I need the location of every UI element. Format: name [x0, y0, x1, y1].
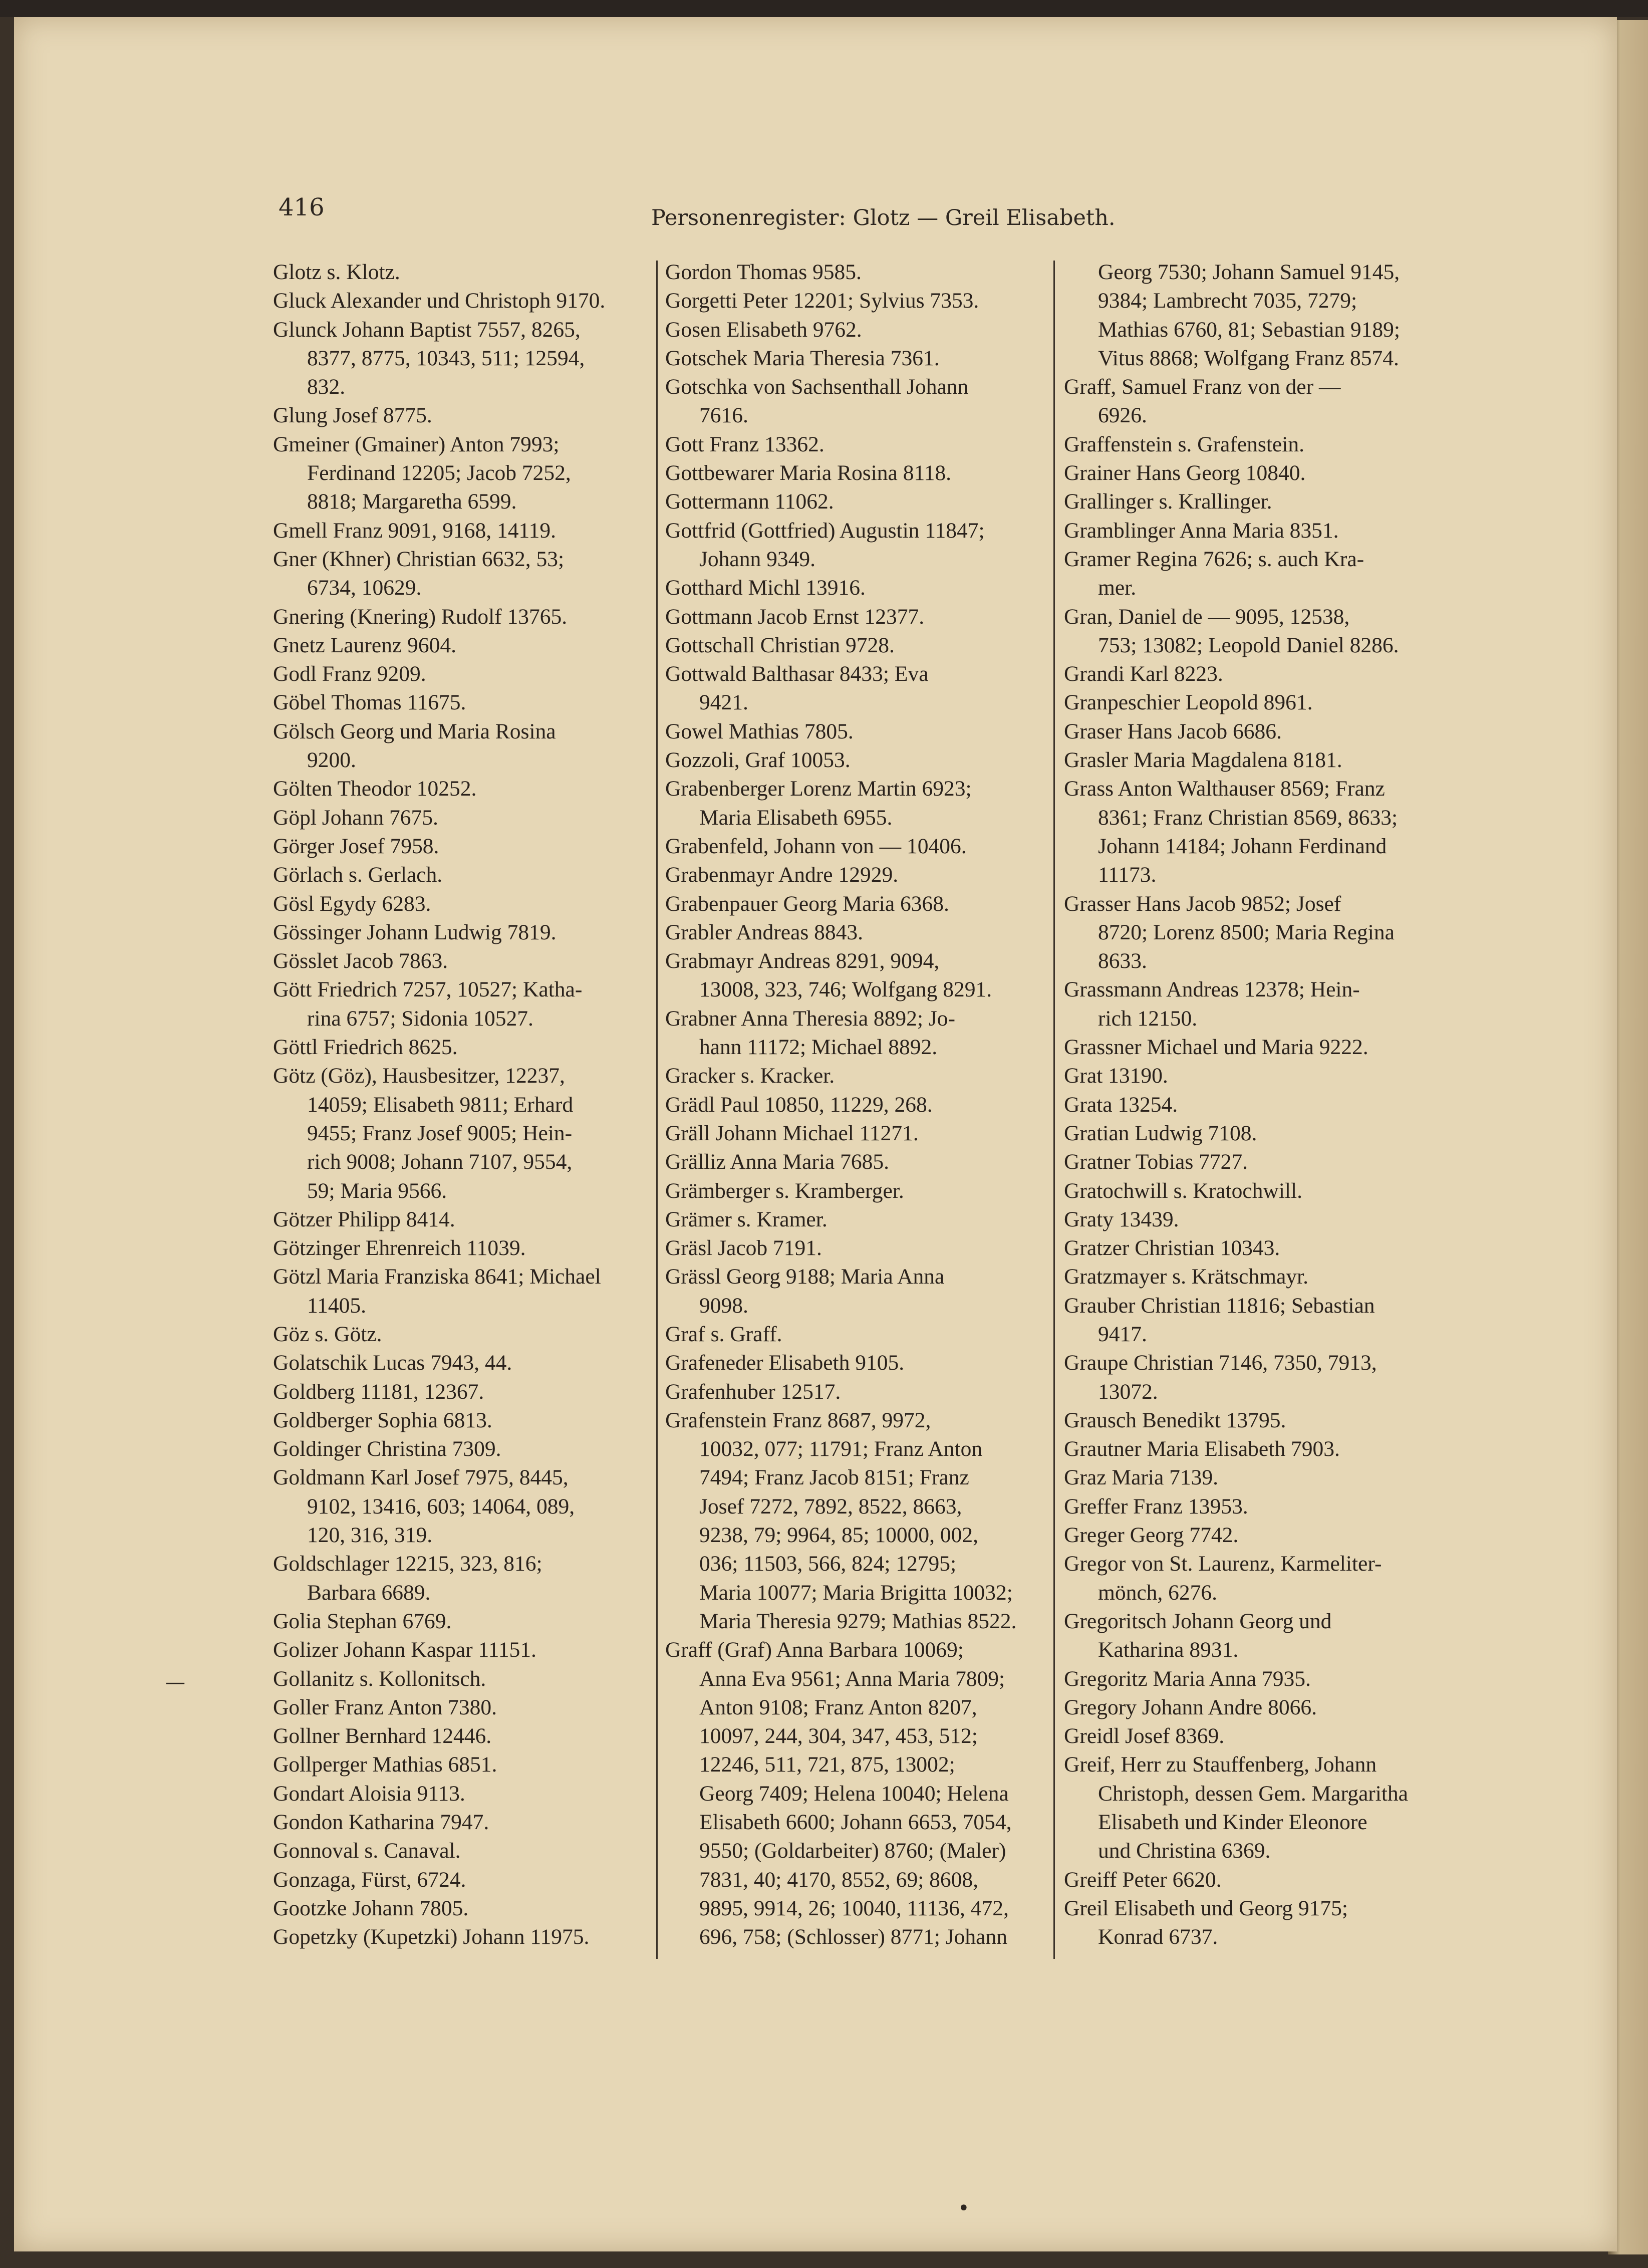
index-entry: Greger Georg 7742. — [1064, 1523, 1239, 1548]
index-entry: Grandi Karl 8223. — [1064, 662, 1223, 686]
index-entry: Gratian Ludwig 7108. — [1064, 1121, 1257, 1145]
index-entry: Grämer s. Kramer. — [665, 1207, 828, 1231]
index-entry: Goldberg 11181, 12367. — [273, 1379, 484, 1404]
index-entry: Glotz s. Klotz. — [273, 260, 400, 284]
index-entry: Grabenberger Lorenz Martin 6923; — [665, 777, 972, 801]
index-entry: Gondart Aloisia 9113. — [273, 1781, 465, 1806]
column-rule-1 — [656, 261, 658, 1959]
index-entry-continuation: 7831, 40; 4170, 8552, 69; 8608, — [699, 1867, 979, 1892]
index-entry-continuation: 12246, 511, 721, 875, 13002; — [699, 1752, 955, 1777]
index-entry: Göttl Friedrich 8625. — [273, 1035, 458, 1060]
index-entry: Grabler Andreas 8843. — [665, 920, 864, 944]
index-entry-continuation: 11173. — [1098, 863, 1157, 887]
index-entry-continuation: 9421. — [699, 690, 748, 715]
index-entry: Grämberger s. Kramberger. — [665, 1178, 904, 1203]
index-entry-continuation: 10032, 077; 11791; Franz Anton — [699, 1437, 983, 1461]
index-entry-continuation: Mathias 6760, 81; Sebastian 9189; — [1098, 317, 1400, 342]
index-entry-continuation: 036; 11503, 566, 824; 12795; — [699, 1552, 957, 1576]
index-entry-continuation: rich 9008; Johann 7107, 9554, — [307, 1150, 573, 1174]
index-entry-continuation: Barbara 6689. — [307, 1580, 431, 1605]
index-entry: Grauber Christian 11816; Sebastian — [1064, 1293, 1375, 1318]
index-entry: Graz Maria 7139. — [1064, 1465, 1219, 1490]
index-entry: Grat 13190. — [1064, 1064, 1168, 1088]
index-entry-continuation: Maria 10077; Maria Brigitta 10032; — [699, 1580, 1013, 1605]
index-entry: Gottschall Christian 9728. — [665, 633, 895, 657]
index-entry-continuation: Elisabeth und Kinder Eleonore — [1098, 1810, 1367, 1835]
index-entry: Grasser Hans Jacob 9852; Josef — [1064, 891, 1341, 916]
index-entry: Görger Josef 7958. — [273, 834, 439, 858]
index-entry: Graupe Christian 7146, 7350, 7913, — [1064, 1351, 1377, 1375]
index-entry: Gössinger Johann Ludwig 7819. — [273, 920, 557, 944]
index-entry-continuation: 753; 13082; Leopold Daniel 8286. — [1098, 633, 1399, 657]
index-entry-continuation: Ferdinand 12205; Jacob 7252, — [307, 461, 571, 485]
index-entry: Grafeneder Elisabeth 9105. — [665, 1351, 905, 1375]
index-entry: Gottmann Jacob Ernst 12377. — [665, 604, 925, 629]
index-entry: Goldschlager 12215, 323, 816; — [273, 1552, 542, 1576]
index-entry-continuation: Johann 14184; Johann Ferdinand — [1098, 834, 1387, 858]
index-entry: Grautner Maria Elisabeth 7903. — [1064, 1437, 1340, 1461]
index-entry: Gowel Mathias 7805. — [665, 719, 854, 743]
index-entry-continuation: Georg 7530; Johann Samuel 9145, — [1098, 260, 1400, 284]
running-head: Personenregister: Glotz — Greil Elisabeth. — [651, 205, 1116, 230]
index-entry: Gratochwill s. Kratochwill. — [1064, 1178, 1302, 1203]
index-entry: Grausch Benedikt 13795. — [1064, 1408, 1286, 1432]
index-entry-continuation: und Christina 6369. — [1098, 1839, 1271, 1863]
index-entry: Grädl Paul 10850, 11229, 268. — [665, 1092, 933, 1117]
page-number: 416 — [279, 193, 325, 221]
index-entry: Grabenfeld, Johann von — 10406. — [665, 834, 967, 858]
index-entry-continuation: Katharina 8931. — [1098, 1638, 1239, 1662]
index-entry: Gordon Thomas 9585. — [665, 260, 862, 284]
index-entry: Golizer Johann Kaspar 11151. — [273, 1638, 536, 1662]
index-entry: Godl Franz 9209. — [273, 662, 426, 686]
index-entry: Grata 13254. — [1064, 1092, 1178, 1117]
index-entry-continuation: Maria Theresia 9279; Mathias 8522. — [699, 1609, 1017, 1633]
index-entry-continuation: 696, 758; (Schlosser) 8771; Johann — [699, 1925, 1007, 1949]
footer-dot: • — [958, 2197, 970, 2220]
index-entry-continuation: 6734, 10629. — [307, 576, 422, 600]
index-entry-continuation: Vitus 8868; Wolfgang Franz 8574. — [1098, 346, 1399, 370]
index-entry-continuation: 8361; Franz Christian 8569, 8633; — [1098, 805, 1398, 830]
column-rule-2 — [1053, 261, 1055, 1959]
index-entry: Gmeiner (Gmainer) Anton 7993; — [273, 432, 560, 456]
index-entry: Gregoritsch Johann Georg und — [1064, 1609, 1332, 1633]
index-entry: Grasler Maria Magdalena 8181. — [1064, 748, 1342, 773]
index-entry: Granpeschier Leopold 8961. — [1064, 690, 1313, 715]
index-entry-continuation: 9455; Franz Josef 9005; Hein- — [307, 1121, 573, 1145]
index-entry-continuation: Johann 9349. — [699, 547, 815, 571]
index-entry: Graff, Samuel Franz von der — — [1064, 375, 1341, 399]
index-entry-continuation: Christoph, dessen Gem. Margaritha — [1098, 1781, 1408, 1806]
index-entry-continuation: 9098. — [699, 1293, 748, 1318]
index-entry: Gramer Regina 7626; s. auch Kra- — [1064, 547, 1364, 571]
index-entry: Grabenpauer Georg Maria 6368. — [665, 891, 949, 916]
index-entry: Gräll Johann Michael 11271. — [665, 1121, 919, 1145]
index-entry: Gösslet Jacob 7863. — [273, 949, 448, 973]
index-entry: Goldberger Sophia 6813. — [273, 1408, 492, 1432]
index-entry: Goldinger Christina 7309. — [273, 1437, 501, 1461]
index-entry-continuation: 832. — [307, 375, 346, 399]
index-entry-continuation: 6926. — [1098, 403, 1147, 428]
index-entry: Grabmayr Andreas 8291, 9094, — [665, 949, 940, 973]
index-entry-continuation: rich 12150. — [1098, 1006, 1198, 1031]
index-entry: Glunck Johann Baptist 7557, 8265, — [273, 317, 581, 342]
index-entry: Graf s. Graff. — [665, 1322, 782, 1346]
index-entry-continuation: mönch, 6276. — [1098, 1580, 1218, 1605]
index-entry: Grälliz Anna Maria 7685. — [665, 1150, 889, 1174]
index-entry-continuation: 8818; Margaretha 6599. — [307, 489, 517, 514]
index-entry: Graser Hans Jacob 6686. — [1064, 719, 1282, 743]
index-entry: Gootzke Johann 7805. — [273, 1896, 469, 1920]
index-entry: Gregory Johann Andre 8066. — [1064, 1695, 1317, 1719]
index-entry-continuation: Anton 9108; Franz Anton 8207, — [699, 1695, 977, 1719]
index-entry: Götzer Philipp 8414. — [273, 1207, 455, 1231]
index-entry: Gratzer Christian 10343. — [1064, 1236, 1280, 1261]
index-entry: Grassmann Andreas 12378; Hein- — [1064, 977, 1360, 1002]
index-entry-continuation: 13008, 323, 746; Wolfgang 8291. — [699, 977, 992, 1002]
index-entry: Gollner Bernhard 12446. — [273, 1724, 492, 1748]
index-entry: Greif, Herr zu Stauffenberg, Johann — [1064, 1752, 1377, 1777]
margin-mark: — — [165, 1671, 185, 1694]
index-column-3 — [1064, 258, 1432, 1952]
index-entry: Göpl Johann 7675. — [273, 805, 438, 830]
index-entry: Gotschek Maria Theresia 7361. — [665, 346, 940, 370]
index-entry: Götz (Göz), Hausbesitzer, 12237, — [273, 1064, 565, 1088]
index-entry-continuation: 9417. — [1098, 1322, 1147, 1346]
index-entry: Görlach s. Gerlach. — [273, 863, 443, 887]
index-entry: Gner (Khner) Christian 6632, 53; — [273, 547, 565, 571]
index-entry: Gottwald Balthasar 8433; Eva — [665, 662, 929, 686]
index-entry: Grafenstein Franz 8687, 9972, — [665, 1408, 931, 1432]
index-entry-continuation: 11405. — [307, 1293, 367, 1318]
index-entry: Gölsch Georg und Maria Rosina — [273, 719, 556, 743]
index-entry: Grabner Anna Theresia 8892; Jo- — [665, 1006, 956, 1031]
index-entry-continuation: 8377, 8775, 10343, 511; 12594, — [307, 346, 585, 370]
index-entry-continuation: 9200. — [307, 748, 356, 773]
index-entry: Grabenmayr Andre 12929. — [665, 863, 899, 887]
index-entry-continuation: Georg 7409; Helena 10040; Helena — [699, 1781, 1009, 1806]
index-entry: Gluck Alexander und Christoph 9170. — [273, 289, 606, 313]
index-entry: Gosen Elisabeth 9762. — [665, 317, 862, 342]
index-entry-continuation: 9384; Lambrecht 7035, 7279; — [1098, 289, 1357, 313]
index-entry: Gramblinger Anna Maria 8351. — [1064, 518, 1339, 543]
index-entry-continuation: 7494; Franz Jacob 8151; Franz — [699, 1465, 969, 1490]
index-entry: Greidl Josef 8369. — [1064, 1724, 1225, 1748]
index-entry: Golatschik Lucas 7943, 44. — [273, 1351, 512, 1375]
index-entry: Grafenhuber 12517. — [665, 1379, 841, 1404]
index-entry: Gonzaga, Fürst, 6724. — [273, 1867, 466, 1892]
index-entry: Grassner Michael und Maria 9222. — [1064, 1035, 1368, 1060]
index-entry: Gott Franz 13362. — [665, 432, 825, 456]
index-entry: Gratner Tobias 7727. — [1064, 1150, 1248, 1174]
index-entry-continuation: Elisabeth 6600; Johann 6653, 7054, — [699, 1810, 1012, 1835]
index-entry: Goller Franz Anton 7380. — [273, 1695, 497, 1719]
index-entry-continuation: 10097, 244, 304, 347, 453, 512; — [699, 1724, 978, 1748]
index-entry: Gotthard Michl 13916. — [665, 576, 866, 600]
index-entry: Grainer Hans Georg 10840. — [1064, 461, 1306, 485]
index-entry-continuation: 9550; (Goldarbeiter) 8760; (Maler) — [699, 1839, 1006, 1863]
index-entry-continuation: 7616. — [699, 403, 748, 428]
index-entry: Greffer Franz 13953. — [1064, 1494, 1248, 1519]
index-entry: Graty 13439. — [1064, 1207, 1179, 1231]
index-entry: Gottbewarer Maria Rosina 8118. — [665, 461, 951, 485]
index-entry: Greil Elisabeth und Georg 9175; — [1064, 1896, 1348, 1920]
index-column-1 — [273, 258, 641, 1952]
index-entry: Gondon Katharina 7947. — [273, 1810, 489, 1835]
index-entry-continuation: 9102, 13416, 603; 14064, 089, — [307, 1494, 575, 1519]
index-entry: Gnetz Laurenz 9604. — [273, 633, 456, 657]
index-entry-continuation: Josef 7272, 7892, 8522, 8663, — [699, 1494, 962, 1519]
index-entry-continuation: hann 11172; Michael 8892. — [699, 1035, 938, 1060]
index-entry: Gmell Franz 9091, 9168, 14119. — [273, 518, 557, 543]
index-entry: Grallinger s. Krallinger. — [1064, 489, 1272, 514]
index-entry: Graffenstein s. Grafenstein. — [1064, 432, 1304, 456]
index-entry: Gött Friedrich 7257, 10527; Katha- — [273, 977, 583, 1002]
index-entry-continuation: Konrad 6737. — [1098, 1925, 1218, 1949]
index-entry: Golia Stephan 6769. — [273, 1609, 452, 1633]
index-entry: Gorgetti Peter 12201; Sylvius 7353. — [665, 289, 979, 313]
index-entry: Gran, Daniel de — 9095, 12538, — [1064, 604, 1350, 629]
index-entry: Götzl Maria Franziska 8641; Michael — [273, 1265, 601, 1289]
index-entry: Gollperger Mathias 6851. — [273, 1752, 497, 1777]
index-entry-continuation: 8633. — [1098, 949, 1147, 973]
index-entry-continuation: Anna Eva 9561; Anna Maria 7809; — [699, 1666, 1005, 1691]
index-entry: Gollanitz s. Kollonitsch. — [273, 1666, 486, 1691]
index-entry: Gopetzky (Kupetzki) Johann 11975. — [273, 1925, 590, 1949]
index-entry: Gräsl Jacob 7191. — [665, 1236, 822, 1261]
index-entry-continuation: rina 6757; Sidonia 10527. — [307, 1006, 533, 1031]
index-entry: Gonnoval s. Canaval. — [273, 1839, 461, 1863]
index-entry: Gracker s. Kracker. — [665, 1064, 835, 1088]
index-entry: Göbel Thomas 11675. — [273, 690, 466, 715]
index-entry: Göz s. Götz. — [273, 1322, 382, 1346]
index-entry: Graff (Graf) Anna Barbara 10069; — [665, 1638, 964, 1662]
index-entry-continuation: 59; Maria 9566. — [307, 1178, 447, 1203]
index-entry: Gregoritz Maria Anna 7935. — [1064, 1666, 1311, 1691]
index-entry: Gotschka von Sachsenthall Johann — [665, 375, 969, 399]
index-entry-continuation: 14059; Elisabeth 9811; Erhard — [307, 1092, 574, 1117]
index-entry: Gregor von St. Laurenz, Karmeliter- — [1064, 1552, 1382, 1576]
index-entry: Gottfrid (Gottfried) Augustin 11847; — [665, 518, 985, 543]
index-entry: Gottermann 11062. — [665, 489, 834, 514]
index-entry: Gnering (Knering) Rudolf 13765. — [273, 604, 568, 629]
index-entry: Gölten Theodor 10252. — [273, 777, 477, 801]
index-entry: Greiff Peter 6620. — [1064, 1867, 1222, 1892]
index-entry: Grässl Georg 9188; Maria Anna — [665, 1265, 945, 1289]
index-entry: Grass Anton Walthauser 8569; Franz — [1064, 777, 1385, 801]
index-entry: Gozzoli, Graf 10053. — [665, 748, 851, 773]
index-entry-continuation: 8720; Lorenz 8500; Maria Regina — [1098, 920, 1395, 944]
index-column-2 — [665, 258, 1033, 1952]
index-entry-continuation: 9895, 9914, 26; 10040, 11136, 472, — [699, 1896, 1009, 1920]
index-entry: Glung Josef 8775. — [273, 403, 432, 428]
index-entry-continuation: 13072. — [1098, 1379, 1158, 1404]
index-entry-continuation: Maria Elisabeth 6955. — [699, 805, 893, 830]
index-entry: Gratzmayer s. Krätschmayr. — [1064, 1265, 1308, 1289]
index-entry: Götzinger Ehrenreich 11039. — [273, 1236, 526, 1261]
index-entry: Goldmann Karl Josef 7975, 8445, — [273, 1465, 569, 1490]
index-entry: Gösl Egydy 6283. — [273, 891, 431, 916]
index-entry-continuation: 9238, 79; 9964, 85; 10000, 002, — [699, 1523, 979, 1548]
index-entry-continuation: 120, 316, 319. — [307, 1523, 433, 1548]
index-entry-continuation: mer. — [1098, 576, 1137, 600]
scan-border-top — [0, 0, 1648, 17]
